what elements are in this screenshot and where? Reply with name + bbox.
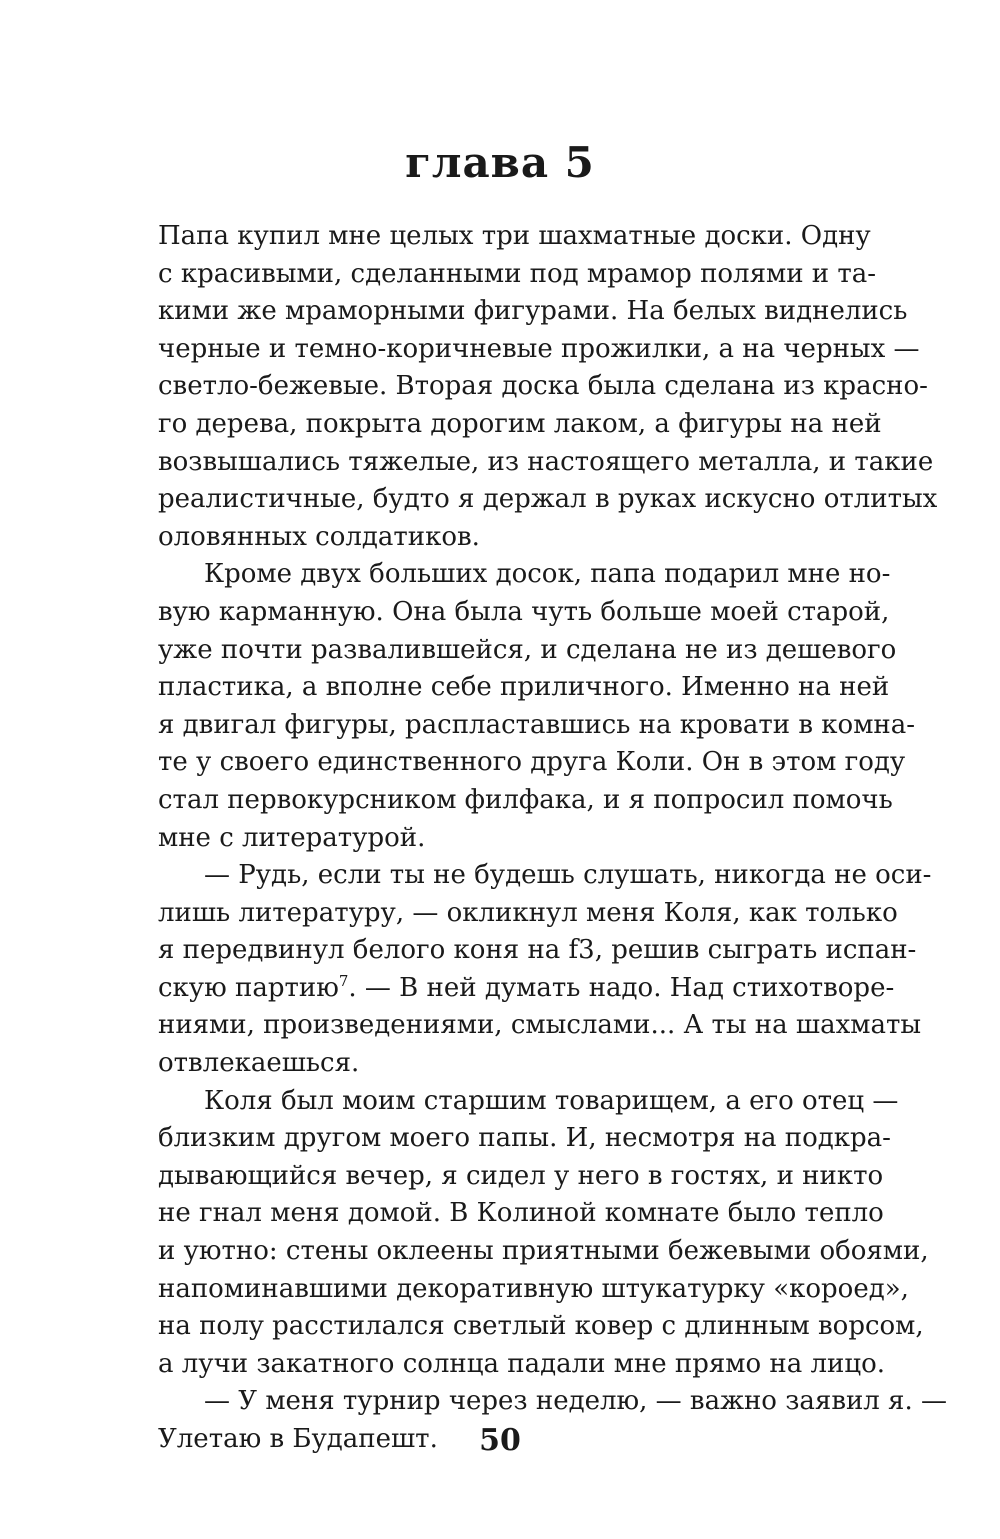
text-line: пластика, а вполне себе приличного. Именно на ней — [158, 672, 890, 703]
text-line: отвлекаешься. — [158, 1048, 360, 1079]
chapter-title: глава 5 — [405, 138, 595, 187]
text-segment: . — В ней думать надо. Над стихотворе- — [348, 972, 895, 1003]
text-line: лишь литературу, — окликнул меня Коля, как только — [158, 897, 898, 928]
text-line: уже почти развалившейся, и сделана не из дешевого — [158, 634, 897, 665]
text-line-with-footnote — [158, 970, 895, 1008]
text-line: и уютно: стены оклеены приятными бежевыми обоями, — [158, 1236, 929, 1267]
text-line: реалистичные, будто я держал в руках искусно отлитых — [158, 484, 938, 515]
text-line: светло-бежевые. Вторая доска была сделана из красно- — [158, 371, 928, 402]
text-line: Кроме двух больших досок, папа подарил мне но- — [204, 559, 891, 590]
text-line: го дерева, покрыта дорогим лаком, а фигуры на ней — [158, 408, 882, 439]
text-line: я передвинул белого коня на f3, решив сыграть испан- — [158, 935, 917, 966]
text-line: кими же мраморными фигурами. На белых виднелись — [158, 296, 908, 327]
text-line: мне с литературой. — [158, 822, 426, 853]
text-line: на полу расстилался светлый ковер с длинным ворсом, — [158, 1311, 924, 1342]
paragraph-2 — [158, 556, 916, 857]
text-line: черные и темно-коричневые прожилки, а на черных — — [158, 333, 920, 364]
text-line: оловянных солдатиков. — [158, 521, 480, 552]
paragraph-4 — [158, 1083, 929, 1384]
text-line: а лучи закатного солнца падали мне прямо на лицо. — [158, 1348, 885, 1379]
text-line: напоминавшими декоративную штукатурку «короед», — [158, 1273, 909, 1304]
text-line: я двигал фигуры, распластавшись на кровати в комна- — [158, 709, 916, 740]
text-line: Папа купил мне целых три шахматные доски. Одну — [158, 221, 871, 251]
text-line: вую карманную. Она была чуть больше моей старой, — [158, 596, 890, 627]
text-line: — У меня турнир через неделю, — важно заявил я. — — [204, 1386, 947, 1417]
text-line: те у своего единственного друга Коли. Он в этом году — [158, 747, 906, 778]
text-line: не гнал меня домой. В Колиной комнате было тепло — [158, 1198, 884, 1229]
text-line: возвышались тяжелые, из настоящего металла, и такие — [158, 446, 934, 477]
paragraph-1 — [158, 218, 938, 556]
text-line: — Рудь, если ты не будешь слушать, никогда не оси- — [204, 860, 932, 891]
footnote-reference: 7 — [338, 971, 349, 990]
text-line: близким другом моего папы. И, несмотря на подкра- — [158, 1123, 891, 1154]
text-segment: скую партию — [158, 972, 339, 1003]
page-number: 50 — [479, 1423, 521, 1458]
text-line: стал первокурсником филфака, и я попросил помочь — [158, 784, 893, 815]
text-line: ниями, произведениями, смыслами... А ты на шахматы — [158, 1010, 922, 1041]
text-line: с красивыми, сделанными под мрамор полями и та- — [158, 258, 877, 289]
text-line: Коля был моим старшим товарищем, а его отец — — [204, 1085, 899, 1116]
text-line: дывающийся вечер, я сидел у него в гостях, и никто — [158, 1160, 884, 1191]
paragraph-3 — [158, 857, 932, 1083]
text-line: Улетаю в Будапешт. — [158, 1424, 438, 1454]
body-text — [158, 218, 947, 1459]
